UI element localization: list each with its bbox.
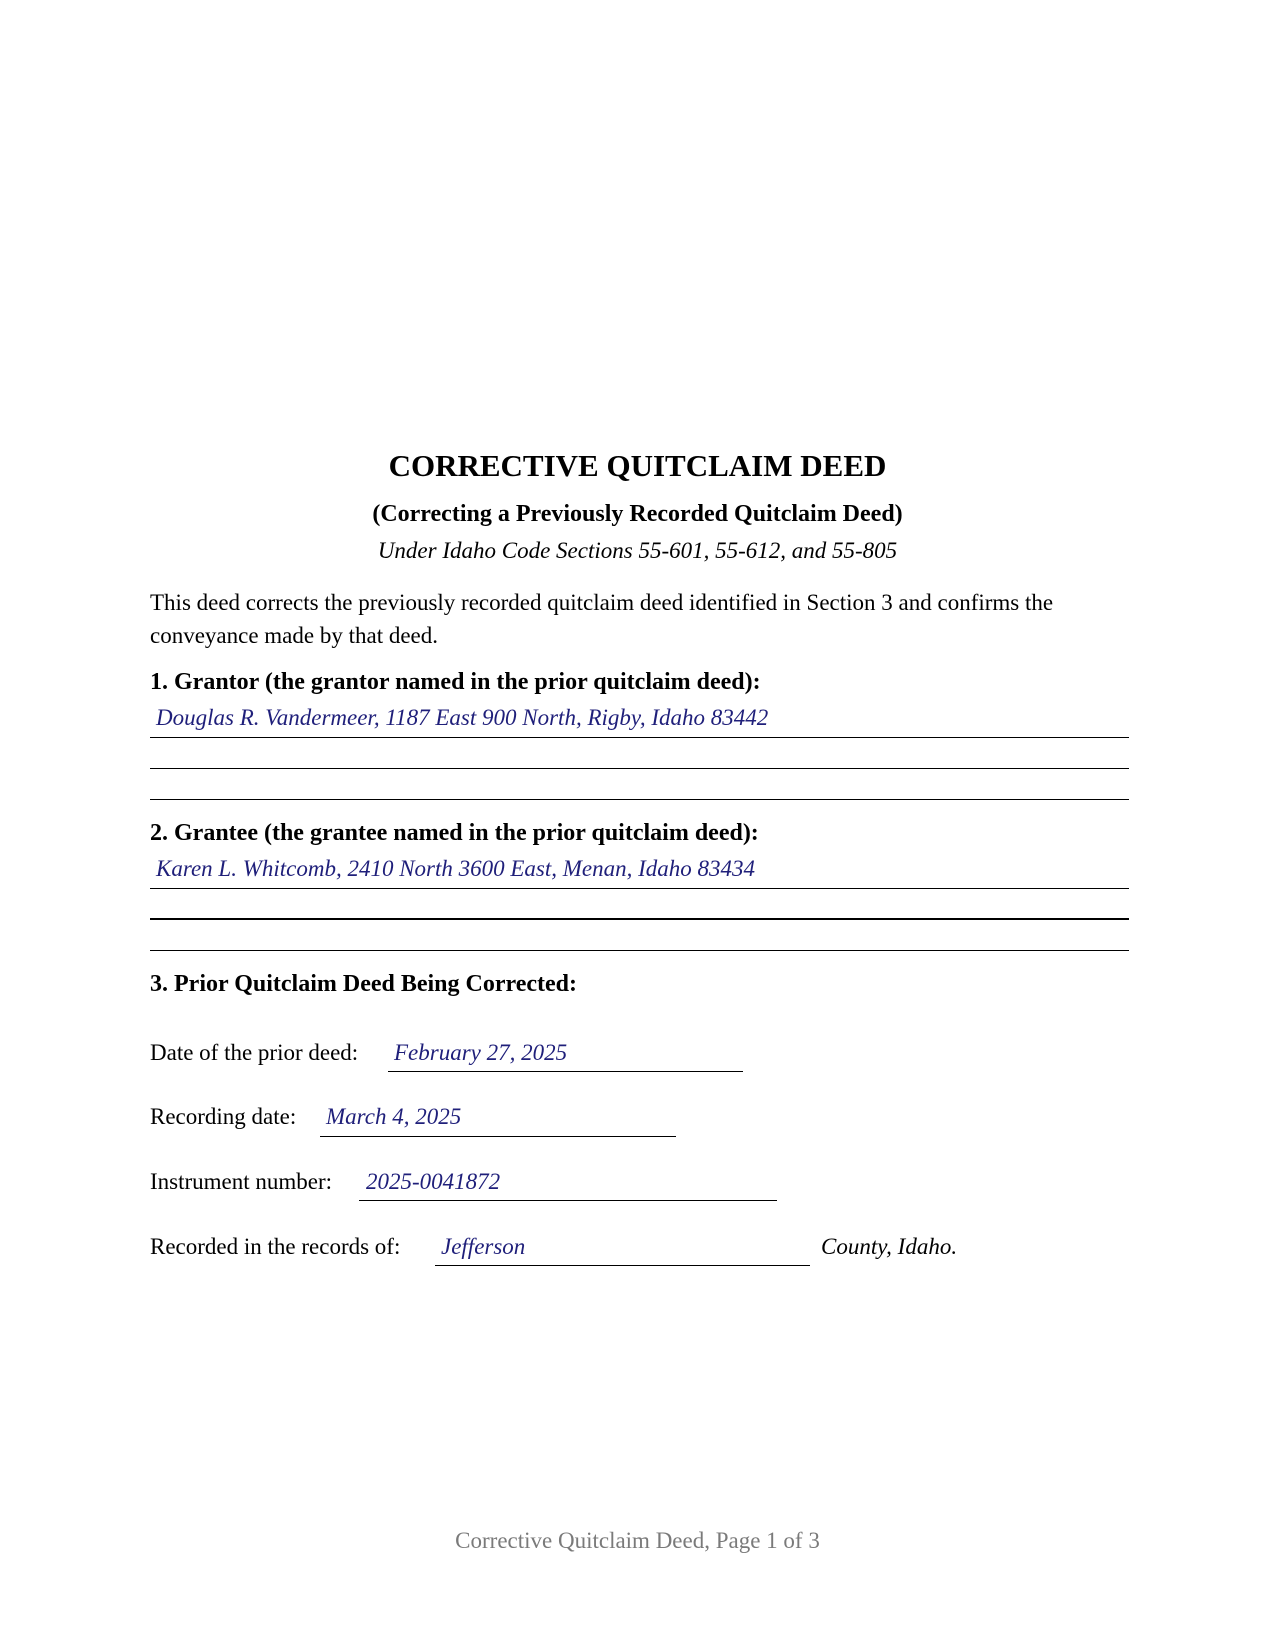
document-subtitle: (Correcting a Previously Recorded Quitclaim Deed) (372, 501, 903, 527)
grantor-line-3 (150, 799, 1129, 800)
recorded-county-value[interactable]: Jefferson (441, 1234, 526, 1259)
instrument-number-value[interactable]: 2025-0041872 (366, 1169, 501, 1194)
recording-date-value[interactable]: March 4, 2025 (326, 1104, 462, 1129)
recording-date-label: Recording date: (150, 1104, 297, 1129)
intro-paragraph: This deed corrects the previously recorded quitclaim deed identified in Section 3 and confirms the conveyance made by that deed. (150, 590, 1054, 648)
recording-date-line (320, 1136, 676, 1137)
prior-deed-date-line (388, 1071, 743, 1072)
prior-deed-heading: 3. Prior Quitclaim Deed Being Corrected: (150, 971, 578, 997)
instrument-number-line (359, 1200, 777, 1201)
prior-deed-date-label: Date of the prior deed: (150, 1040, 359, 1065)
grantee-line-3 (150, 950, 1129, 951)
instrument-number-label: Instrument number: (150, 1169, 333, 1194)
grantee-value[interactable]: Karen L. Whitcomb, 2410 North 3600 East, Menan, Idaho 83434 (156, 856, 756, 881)
statutory-authority: Under Idaho Code Sections 55-601, 55-612, and 55-805 (377, 538, 898, 563)
prior-deed-date-value[interactable]: February 27, 2025 (394, 1040, 568, 1065)
page-footer: Corrective Quitclaim Deed, Page 1 of 3 (455, 1528, 820, 1553)
recorded-records-label: Recorded in the records of: (150, 1234, 401, 1259)
grantor-line-2 (150, 768, 1129, 769)
grantee-line-1 (150, 888, 1129, 889)
grantee-line-2 (150, 918, 1129, 920)
grantee-heading: 2. Grantee (the grantee named in the prior quitclaim deed): (150, 820, 759, 846)
grantor-line-1 (150, 737, 1129, 738)
county-suffix: County, Idaho. (821, 1234, 958, 1259)
grantor-value[interactable]: Douglas R. Vandermeer, 1187 East 900 North, Rigby, Idaho 83442 (156, 705, 769, 730)
recorded-county-line (435, 1265, 810, 1266)
document-title: CORRECTIVE QUITCLAIM DEED (388, 448, 887, 483)
grantor-heading: 1. Grantor (the grantor named in the prior quitclaim deed): (150, 669, 761, 695)
